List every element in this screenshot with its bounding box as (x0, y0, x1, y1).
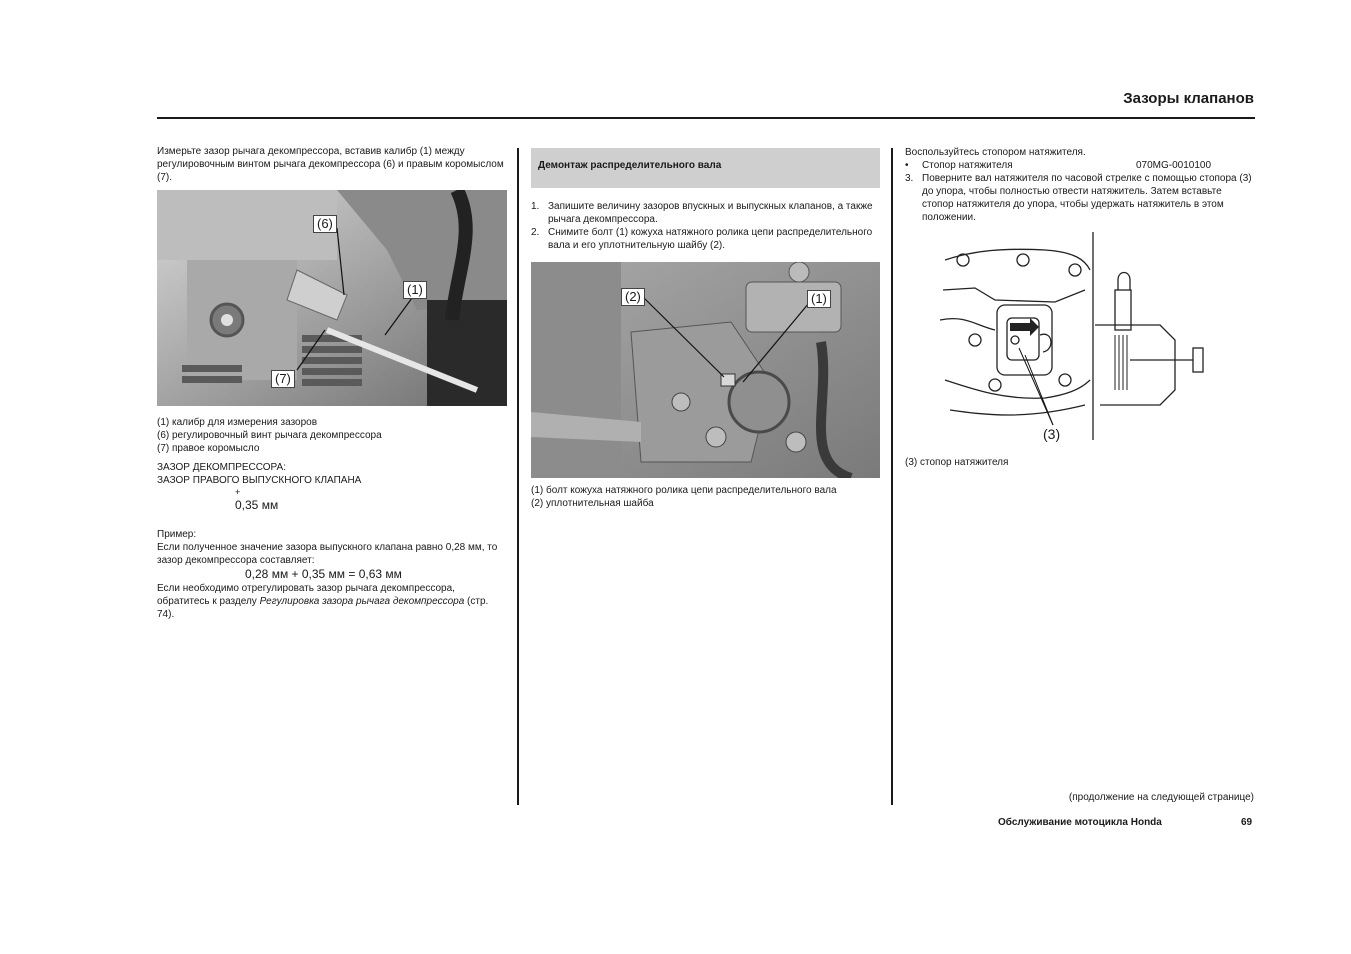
adjust-page: (стр. 74). (157, 596, 489, 620)
camshaft-photo (531, 262, 880, 478)
bullet: • (905, 160, 909, 171)
drawing-callout-3: (3) (1043, 426, 1061, 442)
page-title: Зазоры клапанов (1123, 90, 1254, 107)
tool-name: Стопор натяжителя (922, 160, 1013, 171)
section-title: Демонтаж распределительного вала (538, 160, 722, 171)
step-text: Поверните вал натяжителя по часовой стрелке с помощью стопора (3) до упора, чтобы полностью отвести натяжитель. Затем вставьте стопор натяжителя до упора, чтобы удержать натяжитель в этом положении. (922, 173, 1252, 223)
adjust-text: Если необходимо отрегулировать зазор рычага декомпрессора, обратитесь к разделу (157, 583, 455, 607)
spec-plus: + (235, 487, 241, 497)
legend-item: (1) калибр для измерения зазоров (157, 417, 318, 428)
legend-item: (7) правое коромысло (157, 443, 260, 454)
col2-legend (531, 484, 880, 510)
example-label: Пример: (157, 529, 197, 540)
col1-intro: Измерьте зазор рычага декомпрессора, вставив калибр (1) между регулировочным винтом рычага декомпрессора (6) и правым коромыслом (7). (157, 146, 504, 183)
tensioner-drawing-art (935, 230, 1225, 445)
tool-row (905, 159, 1255, 172)
photo2-callout-1: (1) (807, 290, 831, 308)
continued-note: (продолжение на следующей странице) (1068, 792, 1254, 803)
photo1-callout-6: (6) (313, 215, 337, 233)
legend-item: (6) регулировочный винт рычага декомпрессора (157, 430, 382, 441)
photo1-callout-1: (1) (403, 281, 427, 299)
col3-legend: (3) стопор натяжителя (905, 457, 1009, 468)
adjust-reference: Регулировка зазора рычага декомпрессора (259, 596, 465, 607)
photo2-callout-2: (2) (621, 288, 645, 306)
column-divider-right (891, 148, 893, 805)
col2-steps (531, 200, 880, 252)
decompressor-photo (157, 190, 507, 406)
step-number: 3. (905, 173, 914, 184)
legend-item: (2) уплотнительная шайба (531, 498, 654, 509)
col3-text (905, 146, 1255, 224)
step-row (531, 200, 880, 226)
footer-book-title: Обслуживание мотоцикла Honda (998, 817, 1162, 828)
example-block (157, 528, 507, 621)
photo1-callout-7: (7) (271, 370, 295, 388)
spec-value: 0,35 мм (235, 498, 279, 512)
page-number: 69 (1241, 817, 1253, 828)
legend-item: (1) болт кожуха натяжного ролика цепи распределительного вала (531, 485, 837, 496)
step-number: 2. (531, 227, 540, 238)
adjust-paragraph (157, 582, 507, 621)
header-rule (157, 117, 1255, 119)
step-text: Запишите величину зазоров впускных и выпускных клапанов, а также рычага декомпрессора. (548, 201, 873, 225)
section-title-box (531, 148, 880, 188)
step-text: Снимите болт (1) кожуха натяжного ролика цепи распределительного вала и его уплотнительную шайбу (2). (548, 227, 873, 251)
step-row (531, 226, 880, 252)
col1-legend (157, 416, 507, 455)
column-divider-left (517, 148, 519, 805)
spec-block (157, 461, 507, 513)
tensioner-drawing (935, 230, 1225, 445)
spec-line-2: ЗАЗОР ПРАВОГО ВЫПУСКНОГО КЛАПАНА (157, 475, 362, 486)
col3-intro: Воспользуйтесь стопором натяжителя. (905, 147, 1086, 158)
example-formula: 0,28 мм + 0,35 мм = 0,63 мм (245, 567, 402, 581)
step-number: 1. (531, 201, 540, 212)
example-text: Если полученное значение зазора выпускного клапана равно 0,28 мм, то зазор декомпрессора составляет: (157, 542, 498, 566)
tool-code: 070MG-0010100 (1136, 160, 1212, 171)
step-row (905, 172, 1255, 224)
spec-line-1: ЗАЗОР ДЕКОМПРЕССОРА: (157, 462, 286, 473)
